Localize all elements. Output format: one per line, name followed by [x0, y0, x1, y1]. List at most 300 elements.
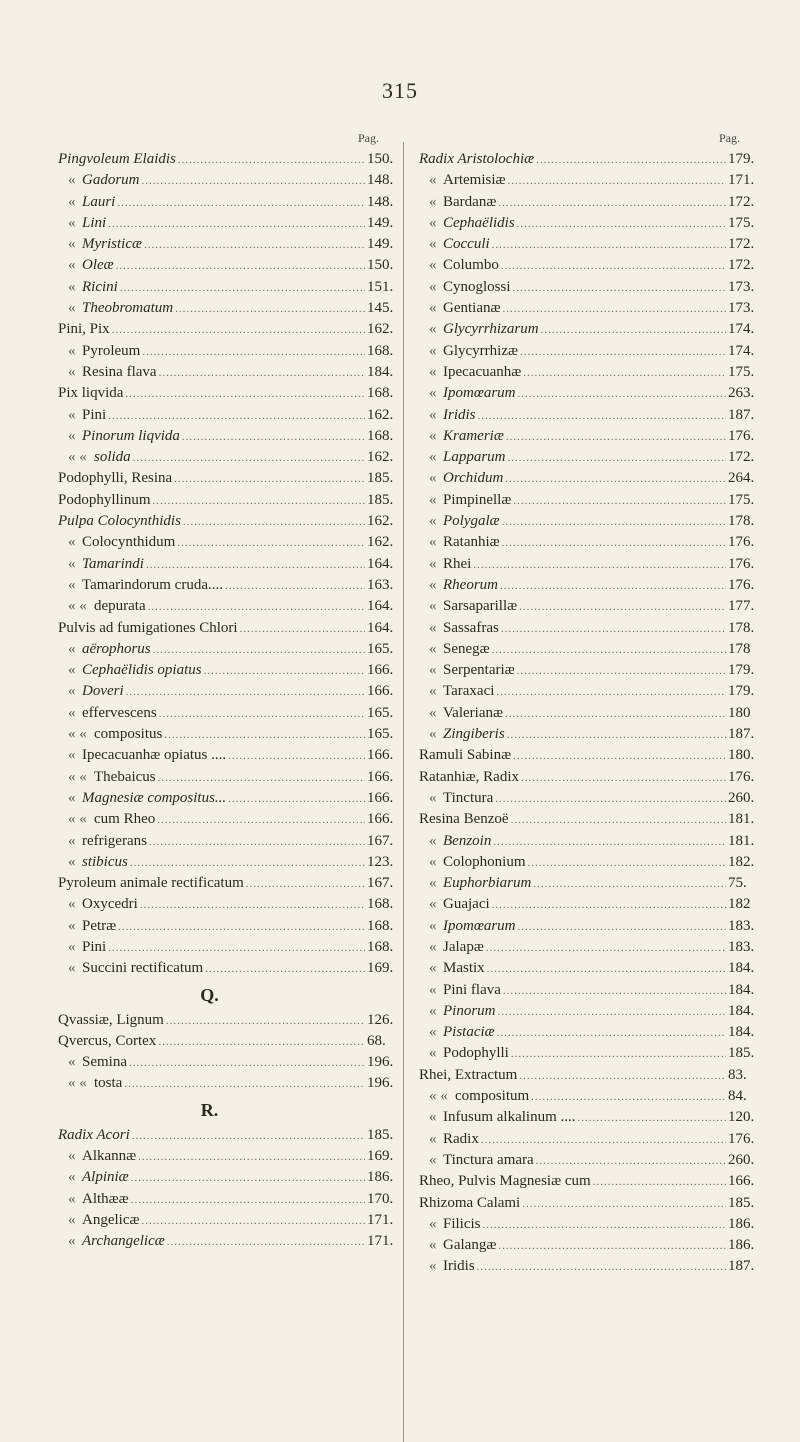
- entry-text: [429, 639, 490, 660]
- entry-label: aërophorus: [82, 640, 151, 657]
- ditto-mark: «: [68, 853, 76, 870]
- leader-dots: [225, 576, 365, 596]
- entry-text: [429, 277, 511, 298]
- index-entry: [58, 341, 401, 362]
- index-entry: [419, 1171, 762, 1192]
- entry-label: Krameriæ: [443, 427, 504, 444]
- leader-dots: [182, 427, 365, 447]
- entry-text: [58, 618, 238, 639]
- ditto-mark: «: [429, 619, 437, 636]
- entry-label: Pinorum: [443, 1002, 496, 1019]
- entry-label: Pistaciæ: [443, 1024, 495, 1041]
- entry-label: Radix Acori: [58, 1126, 130, 1143]
- entry-label: Myristicæ: [82, 236, 142, 253]
- ditto-mark: «: [429, 1258, 437, 1275]
- page-ref: 120.: [728, 1109, 755, 1126]
- leader-dots: [167, 1232, 365, 1252]
- entry-label: Artemisiæ: [443, 172, 506, 189]
- entry-label: Archangelicæ: [82, 1233, 165, 1250]
- ditto-mark: «: [68, 1211, 76, 1228]
- entry-text: [429, 1001, 496, 1022]
- entry-label: Glycyrrhizæ: [443, 342, 518, 359]
- entry-text: [429, 660, 515, 681]
- index-entry: [58, 788, 401, 809]
- page-ref: 175.: [728, 491, 755, 508]
- page-ref: 174.: [728, 321, 755, 338]
- ditto-mark: «: [68, 747, 76, 764]
- leader-dots: [519, 1066, 726, 1086]
- leader-dots: [493, 832, 726, 852]
- entry-text: [429, 596, 517, 617]
- entry-text: [419, 1193, 520, 1214]
- leader-dots: [178, 150, 365, 170]
- entry-label: Magnesiæ compositus...: [82, 789, 227, 806]
- entry-label: Serpentariæ: [443, 662, 515, 679]
- leader-dots: [159, 363, 365, 383]
- page-ref: 177.: [728, 598, 755, 615]
- ditto-mark: «: [68, 300, 76, 317]
- page-ref: 178.: [728, 619, 755, 636]
- index-column-left: [58, 128, 401, 1253]
- leader-dots: [177, 533, 365, 553]
- leader-dots: [531, 1087, 726, 1107]
- page-ref: 184.: [728, 1002, 755, 1019]
- leader-dots: [533, 874, 726, 894]
- ditto-mark: «: [429, 683, 437, 700]
- leader-dots: [166, 1011, 365, 1031]
- entry-label: Pulvis ad fumigationes Chlori: [58, 619, 238, 636]
- index-column-right: [419, 128, 762, 1278]
- index-entry: [58, 319, 401, 340]
- ditto-mark: «: [68, 576, 76, 593]
- entry-text: [429, 1256, 475, 1277]
- page-ref: 175.: [728, 214, 755, 231]
- ditto-mark: «: [429, 193, 437, 210]
- entry-label: Tamarindorum cruda....: [82, 576, 223, 593]
- index-entry: [58, 1125, 401, 1146]
- leader-dots: [246, 874, 365, 894]
- ditto-mark: «: [429, 278, 437, 295]
- page-ref: 179.: [728, 662, 755, 679]
- page-ref: 196.: [367, 1075, 394, 1092]
- page-ref: 185.: [367, 470, 394, 487]
- ditto-mark: «: [68, 406, 76, 423]
- index-entry: [419, 660, 762, 681]
- index-entry: [58, 1231, 401, 1252]
- ditto-mark: «: [429, 257, 437, 274]
- entry-label: Glycyrrhizarum: [443, 321, 539, 338]
- entry-label: Guajaci: [443, 896, 490, 913]
- page-ref: 164.: [367, 555, 394, 572]
- leader-dots: [521, 768, 726, 788]
- ditto-mark: «: [429, 1130, 437, 1147]
- leader-dots: [498, 1236, 726, 1256]
- entry-label: Mastix: [443, 960, 485, 977]
- column-divider: [403, 142, 404, 1442]
- entry-label: Alkannæ: [82, 1148, 137, 1165]
- leader-dots: [483, 1215, 726, 1235]
- entry-text: [58, 383, 123, 404]
- index-entry: [58, 405, 401, 426]
- entry-text: [429, 1022, 495, 1043]
- index-entry: [58, 149, 401, 170]
- index-entry: [419, 788, 762, 809]
- index-entry: [419, 724, 762, 745]
- ditto-mark: «: [68, 172, 76, 189]
- entry-label: Rhei, Extractum: [419, 1066, 518, 1083]
- entry-text: [68, 298, 173, 319]
- pag-label: Pag.: [358, 131, 379, 145]
- entry-label: Cynoglossi: [443, 278, 511, 295]
- ditto-mark: «: [68, 704, 76, 721]
- page-ref: 174.: [728, 342, 755, 359]
- leader-dots: [124, 1074, 365, 1094]
- index-entry: [58, 767, 401, 788]
- leader-dots: [125, 384, 365, 404]
- entry-label: solida: [94, 449, 131, 466]
- entry-text: [68, 192, 115, 213]
- entry-label: Columbo: [443, 257, 499, 274]
- entry-label: Senegæ: [443, 640, 490, 657]
- entry-label: Bardanæ: [443, 193, 497, 210]
- entry-label: Rhei: [443, 555, 472, 572]
- leader-dots: [204, 661, 365, 681]
- page-ref: 184.: [728, 960, 755, 977]
- entry-label: Ramuli Sabinæ: [419, 747, 512, 764]
- index-entry: [419, 937, 762, 958]
- index-entry: [419, 255, 762, 276]
- page-ref: 166.: [367, 811, 394, 828]
- page-ref: 176.: [728, 427, 755, 444]
- entry-text: [429, 213, 515, 234]
- leader-dots: [164, 725, 365, 745]
- ditto-mark: «: [68, 1233, 76, 1250]
- entry-text: [429, 958, 485, 979]
- leader-dots: [140, 895, 365, 915]
- entry-label: Taraxaci: [443, 683, 495, 700]
- index-entry: [58, 277, 401, 298]
- entry-label: Orchidum: [443, 470, 504, 487]
- ditto-mark: «: [429, 1045, 437, 1062]
- leader-dots: [477, 1257, 726, 1277]
- ditto-mark: «: [429, 981, 437, 998]
- ditto-mark: «: [68, 1169, 76, 1186]
- index-entry: [419, 170, 762, 191]
- index-entry: [419, 767, 762, 788]
- ditto-mark: « «: [68, 598, 87, 615]
- entry-text: [58, 1125, 130, 1146]
- entry-text: [429, 1129, 479, 1150]
- page-ref: 260.: [728, 789, 755, 806]
- entry-label: Podophylli, Resina: [58, 470, 173, 487]
- index-entry: [58, 213, 401, 234]
- page-ref: 162.: [367, 406, 394, 423]
- ditto-mark: «: [429, 427, 437, 444]
- index-entry: [419, 1043, 762, 1064]
- entry-label: Benzoin: [443, 832, 492, 849]
- ditto-mark: «: [68, 662, 76, 679]
- page-ref: 186.: [728, 1237, 755, 1254]
- index-entry: [58, 468, 401, 489]
- index-entry: [58, 639, 401, 660]
- leader-dots: [518, 917, 726, 937]
- ditto-mark: «: [429, 491, 437, 508]
- entry-text: [68, 1052, 127, 1073]
- page-ref: 185.: [728, 1045, 755, 1062]
- entry-text: [58, 873, 244, 894]
- entry-text: [68, 1073, 122, 1094]
- entry-label: Pinorum liqvida: [82, 427, 180, 444]
- entry-label: Polygalæ: [443, 513, 500, 530]
- leader-dots: [536, 150, 726, 170]
- page-ref: 171.: [367, 1233, 394, 1250]
- leader-dots: [129, 1053, 365, 1073]
- ditto-mark: «: [429, 1109, 437, 1126]
- entry-label: Zingiberis: [443, 726, 505, 743]
- leader-dots: [505, 469, 726, 489]
- leader-dots: [486, 938, 726, 958]
- index-entry: [419, 980, 762, 1001]
- page-ref: 165.: [367, 726, 394, 743]
- ditto-mark: « «: [429, 1088, 448, 1105]
- entry-text: [68, 703, 157, 724]
- page-ref: 181.: [728, 811, 755, 828]
- entry-text: [68, 575, 223, 596]
- leader-dots: [142, 171, 365, 191]
- entry-label: Semina: [82, 1054, 127, 1071]
- entry-label: Thebaicus: [94, 768, 156, 785]
- ditto-mark: «: [429, 385, 437, 402]
- index-entry: [419, 468, 762, 489]
- page-ref: 178: [728, 640, 751, 657]
- entry-text: [429, 426, 504, 447]
- entry-text: [68, 1167, 129, 1188]
- page-ref: 171.: [367, 1211, 394, 1228]
- entry-text: [419, 1065, 517, 1086]
- page-ref: 165.: [367, 704, 394, 721]
- index-entry: [58, 255, 401, 276]
- page-ref: 185.: [367, 1126, 394, 1143]
- leader-dots: [183, 512, 365, 532]
- ditto-mark: «: [429, 640, 437, 657]
- entry-text: [68, 447, 131, 468]
- entry-label: Doveri: [82, 683, 124, 700]
- entry-text: [58, 468, 172, 489]
- page-ref: 162.: [367, 449, 394, 466]
- entry-text: [68, 234, 142, 255]
- leader-dots: [153, 640, 365, 660]
- entry-text: [429, 170, 506, 191]
- entry-text: [419, 149, 534, 170]
- index-entry: [58, 1146, 401, 1167]
- leader-dots: [174, 469, 365, 489]
- entry-label: Althææ: [82, 1190, 129, 1207]
- page-ref: 149.: [367, 214, 394, 231]
- index-entry: [419, 745, 762, 766]
- ditto-mark: «: [68, 1190, 76, 1207]
- entry-label: Podophyllinum: [58, 491, 151, 508]
- entry-label: Petræ: [82, 917, 117, 934]
- page-ref: 166.: [367, 768, 394, 785]
- leader-dots: [513, 278, 726, 298]
- entry-text: [68, 1210, 140, 1231]
- entry-label: Pimpinellæ: [443, 491, 512, 508]
- index-entry: [419, 916, 762, 937]
- page-ref: 186.: [728, 1215, 755, 1232]
- page-ref: 149.: [367, 236, 394, 253]
- entry-label: Qvercus, Cortex: [58, 1032, 157, 1049]
- leader-dots: [492, 640, 726, 660]
- leader-dots: [505, 704, 726, 724]
- entry-label: Tinctura: [443, 789, 494, 806]
- page-ref: 263.: [728, 385, 755, 402]
- index-entry: [419, 192, 762, 213]
- page-ref: 166.: [367, 683, 394, 700]
- leader-dots: [158, 1032, 365, 1052]
- entry-text: [429, 831, 491, 852]
- leader-dots: [131, 1190, 365, 1210]
- page-ref: 150.: [367, 151, 394, 167]
- leader-dots: [120, 278, 365, 298]
- entry-label: Euphorbiarum: [443, 875, 532, 892]
- ditto-mark: «: [429, 576, 437, 593]
- entry-text: [68, 894, 138, 915]
- ditto-mark: «: [429, 342, 437, 359]
- entry-text: [68, 532, 175, 553]
- entry-label: tosta: [94, 1075, 123, 1092]
- leader-dots: [496, 682, 726, 702]
- entry-label: Rheorum: [443, 576, 498, 593]
- leader-dots: [495, 789, 726, 809]
- index-entry: [419, 213, 762, 234]
- index-entry: [58, 873, 401, 894]
- index-entry: [419, 831, 762, 852]
- page-ref: 173.: [728, 300, 755, 317]
- entry-text: [68, 660, 202, 681]
- ditto-mark: «: [68, 896, 76, 913]
- entry-text: [429, 192, 496, 213]
- ditto-mark: «: [68, 555, 76, 572]
- leader-dots: [481, 1130, 726, 1150]
- ditto-mark: « «: [68, 811, 87, 828]
- ditto-mark: «: [429, 513, 437, 530]
- entry-label: Sarsaparillæ: [443, 598, 518, 615]
- ditto-mark: «: [429, 789, 437, 806]
- ditto-mark: «: [429, 363, 437, 380]
- entry-text: [429, 234, 490, 255]
- page-ref: 260.: [728, 1151, 755, 1168]
- entry-label: Galangæ: [443, 1237, 497, 1254]
- page-number: 315: [382, 78, 418, 103]
- index-entry: [58, 1189, 401, 1210]
- index-entry: [419, 958, 762, 979]
- entry-label: Cocculi: [443, 236, 490, 253]
- page-ref: 185.: [728, 1194, 755, 1211]
- ditto-mark: «: [429, 896, 437, 913]
- leader-dots: [117, 193, 365, 213]
- leader-dots: [138, 1147, 365, 1167]
- index-entry: [58, 554, 401, 575]
- index-entry: [58, 298, 401, 319]
- page-ref: 179.: [728, 151, 755, 167]
- entry-label: Ipomœarum: [443, 385, 516, 402]
- ditto-mark: «: [68, 427, 76, 444]
- page-ref: 84.: [728, 1088, 747, 1105]
- ditto-mark: «: [429, 960, 437, 977]
- leader-dots: [511, 810, 726, 830]
- leader-dots: [536, 1151, 726, 1171]
- entry-text: [429, 468, 503, 489]
- leader-dots: [478, 406, 726, 426]
- entry-text: [58, 1010, 164, 1031]
- index-entry: [419, 1214, 762, 1235]
- entry-label: Pyroleum animale rectificatum: [58, 875, 244, 892]
- pag-label: Pag.: [719, 131, 740, 145]
- leader-dots: [205, 959, 365, 979]
- leader-dots: [148, 597, 365, 617]
- entry-text: [419, 809, 509, 830]
- ditto-mark: «: [429, 172, 437, 189]
- entry-label: Rheo, Pulvis Magnesiæ cum: [419, 1173, 591, 1190]
- leader-dots: [112, 320, 365, 340]
- ditto-mark: «: [429, 726, 437, 743]
- entry-label: Ratanhiæ: [443, 534, 500, 551]
- entry-text: [429, 1150, 534, 1171]
- index-entry: [58, 618, 401, 639]
- index-entry: [419, 405, 762, 426]
- leader-dots: [149, 832, 365, 852]
- leader-dots: [513, 491, 726, 511]
- entry-text: [429, 916, 516, 937]
- entry-text: [68, 831, 147, 852]
- page-ref: 183.: [728, 938, 755, 955]
- index-entry: [58, 575, 401, 596]
- leader-dots: [508, 171, 727, 191]
- entry-label: Pini, Pix: [58, 321, 110, 338]
- index-entry: [58, 1210, 401, 1231]
- entry-label: Podophylli: [443, 1045, 509, 1062]
- entry-label: Iridis: [443, 1258, 475, 1275]
- page-ref: 184.: [367, 363, 394, 380]
- page-ref: 184.: [728, 1024, 755, 1041]
- index-entry: [58, 426, 401, 447]
- entry-label: compositum: [455, 1088, 530, 1105]
- leader-dots: [126, 682, 365, 702]
- entry-text: [429, 383, 516, 404]
- entry-text: [429, 490, 511, 511]
- entry-text: [429, 894, 490, 915]
- page-ref: 148.: [367, 193, 394, 210]
- entry-text: [68, 745, 226, 766]
- ditto-mark: «: [68, 683, 76, 700]
- entry-label: effervescens: [82, 704, 157, 721]
- page-ref: 168.: [367, 938, 394, 955]
- page-ref: 83.: [728, 1066, 747, 1083]
- entry-text: [429, 554, 471, 575]
- entry-text: [68, 767, 156, 788]
- ditto-mark: «: [429, 449, 437, 466]
- entry-text: [429, 341, 518, 362]
- page-ref: 175.: [728, 363, 755, 380]
- entry-text: [429, 1107, 575, 1128]
- page-ref: 166.: [367, 789, 394, 806]
- entry-label: stibicus: [82, 853, 128, 870]
- page-ref: 166.: [367, 747, 394, 764]
- entry-text: [429, 1043, 509, 1064]
- leader-dots: [523, 363, 726, 383]
- index-entry: [419, 1256, 762, 1277]
- ditto-mark: « «: [68, 449, 87, 466]
